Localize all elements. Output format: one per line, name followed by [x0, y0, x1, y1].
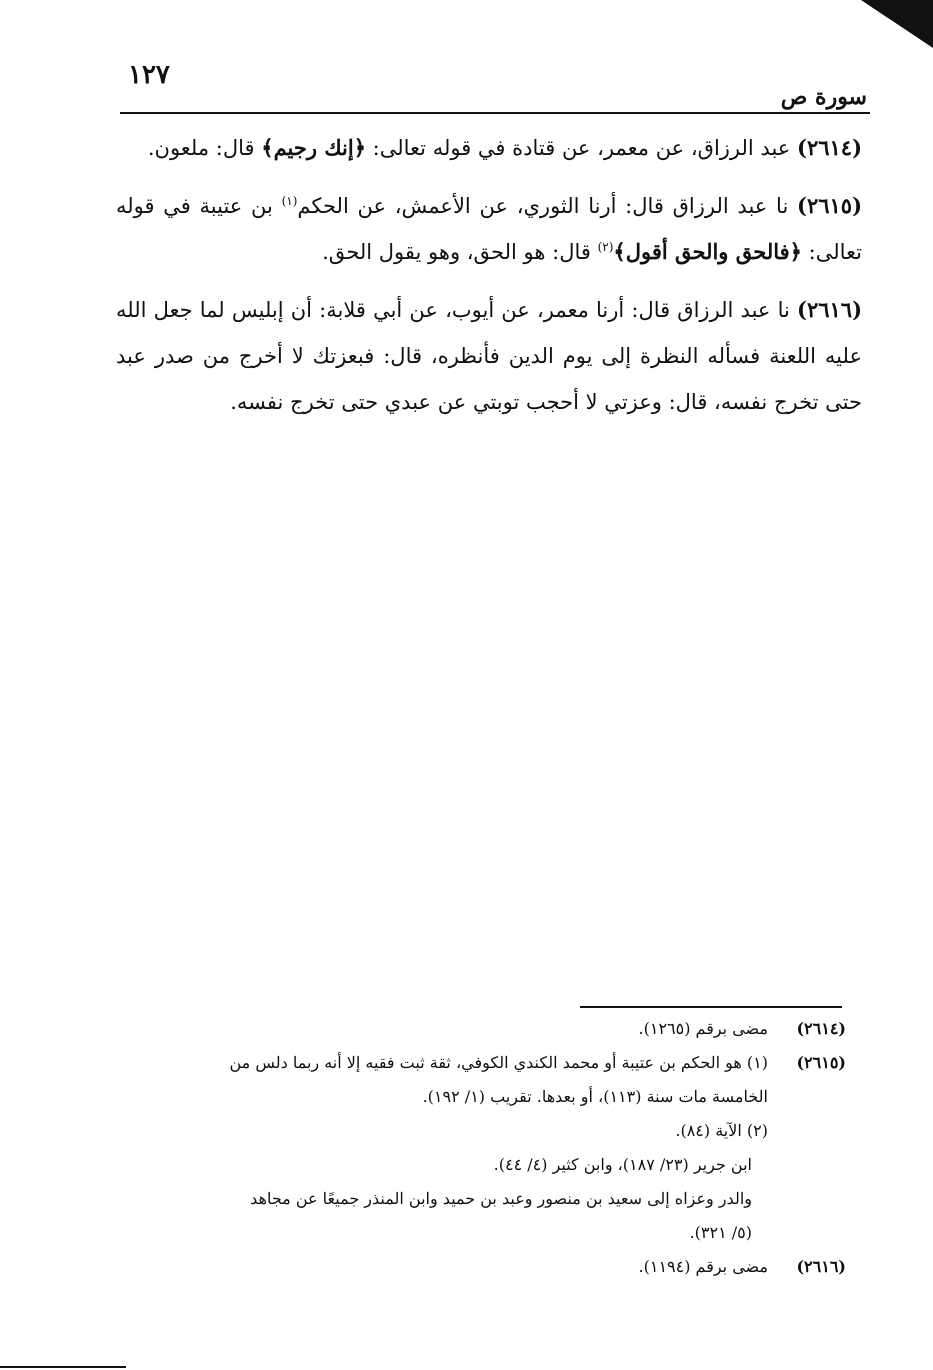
footnote-2616: [104, 1250, 846, 1284]
entry-text: قال: ملعون.: [147, 136, 262, 160]
entry-number: (٢٦١٥): [797, 193, 862, 218]
entry-text: بن عتيبة في قوله تعالى:: [116, 194, 862, 264]
footnote-text: مضى برقم (١١٩٤).: [638, 1257, 768, 1276]
entry-text: نا عبد الرزاق قال: أرنا معمر، عن أيوب، عن أبي قلابة: أن إبليس لما جعل الله عليه اللعنة فسأله النظرة إلى يوم الدين فأنظره، قال: فبعزتك لا أخرج من صدر عبد حتى تخرج نفسه، قال: وعزتي لا أحجب توبتي عن عبدي حتى تخرج نفسه.: [116, 298, 862, 414]
entry-number: (٢٦١٤): [797, 135, 862, 160]
footnote-2615: [104, 1046, 846, 1080]
entry-text: نا عبد الرزاق قال: أرنا الثوري، عن الأعمش، عن الحكم: [297, 194, 797, 218]
footnotes: [104, 1012, 846, 1284]
footnote-line: والدر وعزاه إلى سعيد بن منصور وعبد بن حميد وابن المنذر جميعًا عن مجاهد: [250, 1189, 752, 1208]
quran-quote: ﴿فالحق والحق أقول﴾: [613, 239, 802, 264]
footnote-ref: (٢): [597, 240, 614, 254]
footnote-2614: [104, 1012, 846, 1046]
entry-number: (٢٦١٦): [797, 297, 862, 322]
footnote-rule: [580, 1006, 842, 1008]
scan-edge-line: [0, 1366, 126, 1368]
footnote-line: (٢) الآية (٨٤).: [675, 1121, 768, 1140]
surah-title: سورة ص: [780, 84, 867, 110]
entry-text: عبد الرزاق، عن معمر، عن قتادة في قوله تعالى:: [366, 136, 797, 160]
page-number: ١٢٧: [128, 60, 170, 90]
entry-text: قال: هو الحق، وهو يقول الحق.: [322, 240, 598, 264]
footnote-ref-number: (٢٦١٤): [796, 1019, 846, 1038]
scan-corner-mark: [861, 0, 933, 48]
entry-2614: [116, 125, 862, 171]
footnote-text: (١) هو الحكم بن عتيبة أو محمد الكندي الكوفي، ثقة ثبت فقيه إلا أنه ربما دلس من: [229, 1053, 768, 1072]
header-rule: [120, 112, 870, 114]
quran-quote: ﴿إنك رجيم﴾: [261, 135, 366, 160]
entry-2615: [116, 183, 862, 275]
footnote-ref-number: (٢٦١٥): [796, 1053, 846, 1072]
main-text: [116, 125, 862, 437]
footnote-text: مضى برقم (١٢٦٥).: [638, 1019, 768, 1038]
footnote-ref-number: (٢٦١٦): [796, 1257, 846, 1276]
footnote-line: الخامسة مات سنة (١١٣)، أو بعدها. تقريب (١/ ١٩٢).: [422, 1087, 768, 1106]
entry-2616: [116, 287, 862, 425]
footnote-ref: (١): [281, 194, 298, 208]
footnote-line: ابن جرير (٢٣/ ١٨٧)، وابن كثير (٤/ ٤٤).: [493, 1155, 752, 1174]
footnote-line: (٥/ ٣٢١).: [689, 1223, 752, 1242]
